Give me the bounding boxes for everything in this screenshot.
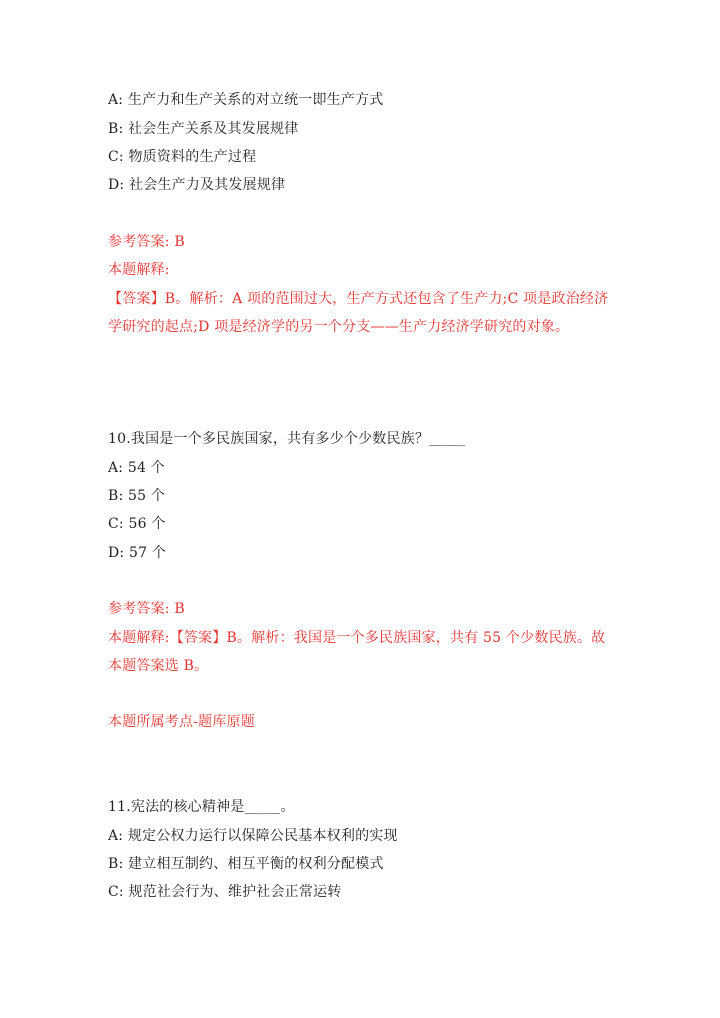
q11-option-a: A: 规定公权力运行以保障公民基本权利的实现 [108, 828, 398, 844]
q10-option-d: D: 57 个 [108, 545, 167, 561]
q10-option-a: A: 54 个 [108, 460, 165, 476]
q10-explanation-line2: 本题答案选 B。 [108, 658, 209, 674]
q9-option-d: D: 社会生产力及其发展规律 [108, 177, 286, 193]
q10-answer: 参考答案: B [108, 601, 185, 617]
q11-option-c: C: 规范社会行为、维护社会正常运转 [108, 884, 342, 900]
q10-question: 10.我国是一个多民族国家，共有多少个少数民族？_____ [108, 431, 466, 447]
q10-explanation-line1: 本题解释:【答案】B。解析：我国是一个多民族国家，共有 55 个少数民族。故 [108, 630, 606, 646]
q9-answer: 参考答案: B [108, 234, 185, 250]
q9-explanation-line2: 学研究的起点;D 项是经济学的另一个分支——生产力经济学研究的对象。 [108, 319, 570, 335]
q11-option-b: B: 建立相互制约、相互平衡的权利分配模式 [108, 856, 384, 872]
q10-option-b: B: 55 个 [108, 488, 166, 504]
q10-source: 本题所属考点-题库原题 [108, 714, 255, 730]
q10-option-c: C: 56 个 [108, 516, 166, 532]
q11-question: 11.宪法的核心精神是_____。 [108, 799, 295, 815]
q9-option-b: B: 社会生产关系及其发展规律 [108, 121, 299, 137]
q9-option-a: A: 生产力和生产关系的对立统一即生产方式 [108, 92, 384, 108]
q9-option-c: C: 物质资料的生产过程 [108, 149, 257, 165]
q9-explanation-label: 本题解释: [108, 262, 170, 278]
q9-explanation-line1: 【答案】B。解析：A 项的范围过大，生产方式还包含了生产力;C 项是政治经济 [108, 291, 609, 307]
